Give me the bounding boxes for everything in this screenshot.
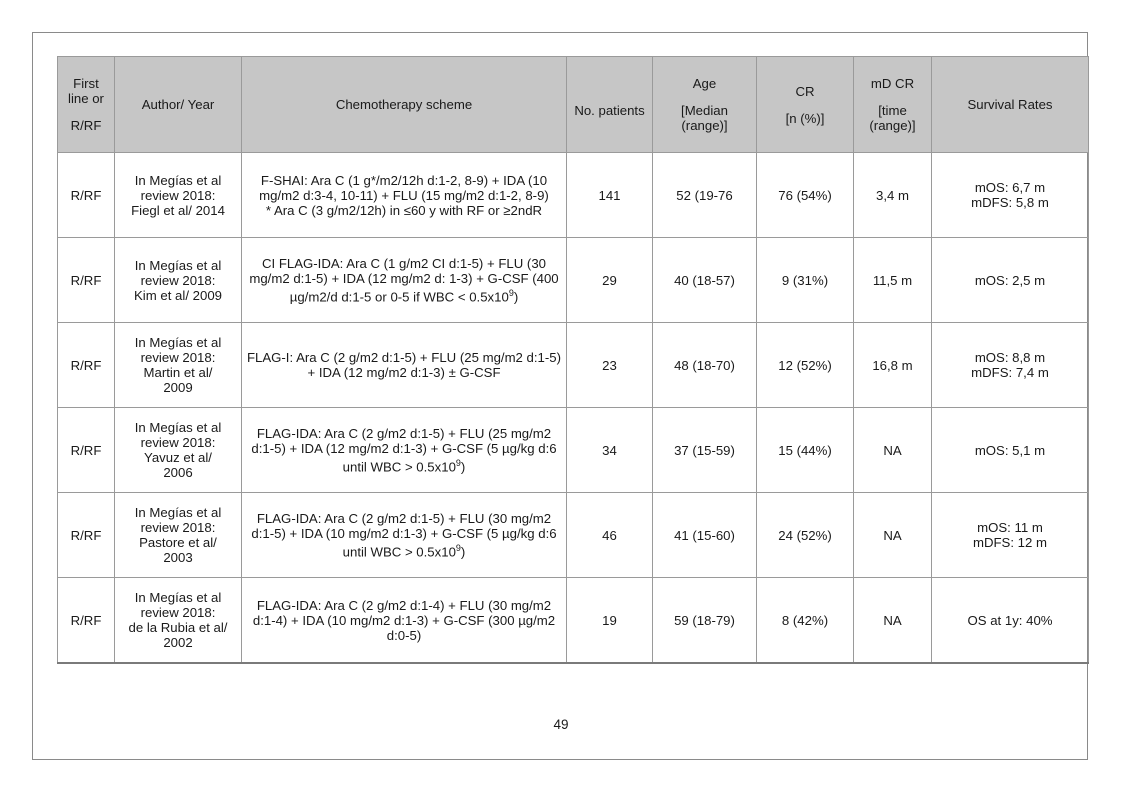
cell-patients: 46 <box>567 493 653 578</box>
cell-cr: 9 (31%) <box>757 238 854 323</box>
cell-md-cr: 16,8 m <box>854 323 932 408</box>
cell-age: 52 (19-76 <box>653 153 757 238</box>
table-row <box>58 323 1089 408</box>
table-header-row <box>58 57 1089 153</box>
table-row <box>58 153 1089 238</box>
cell-age: 41 (15-60) <box>653 493 757 578</box>
chemotherapy-regimens-table <box>57 56 1089 664</box>
cell-cr: 76 (54%) <box>757 153 854 238</box>
cell-scheme: FLAG-IDA: Ara C (2 g/m2 d:1-5) + FLU (30 mg/m2 d:1-5) + IDA (10 mg/m2 d:1-3) + G-CSF (5 µg/kg d:6 until WBC > $0.5x10^9$) <box>242 493 567 578</box>
table-row <box>58 238 1089 323</box>
cell-patients: 141 <box>567 153 653 238</box>
cell-patients: 29 <box>567 238 653 323</box>
cell-cr: 15 (44%) <box>757 408 854 493</box>
cell-author: In Megías et al review 2018: Yavuz et al/ 2006 <box>115 408 242 493</box>
cell-line: R/RF <box>58 578 115 664</box>
cell-line: R/RF <box>58 323 115 408</box>
cell-author: In Megías et al review 2018: de la Rubia et al/ 2002 <box>115 578 242 664</box>
cell-scheme: CI FLAG-IDA: Ara C (1 g/m2 CI d:1-5) + FLU (30 mg/m2 d:1-5) + IDA (12 mg/m2 d: 1-3) + G-CSF (400 µg/m2/d d:1-5 or 0-5 if WBC < $0.5x10^9$) <box>242 238 567 323</box>
cell-line: R/RF <box>58 408 115 493</box>
exponent: 9 <box>455 542 461 553</box>
page-number: 49 <box>553 717 569 732</box>
header-patients: No. patients <box>567 57 653 153</box>
table-row <box>58 493 1089 578</box>
cell-patients: 23 <box>567 323 653 408</box>
cell-survival: mOS: 8,8 m mDFS: 7,4 m <box>932 323 1089 408</box>
cell-cr: 12 (52%) <box>757 323 854 408</box>
cell-age: 48 (18-70) <box>653 323 757 408</box>
cell-patients: 19 <box>567 578 653 664</box>
header-age: Age [Median (range)] <box>653 57 757 153</box>
header-md-cr: mD CR [time (range)] <box>854 57 932 153</box>
exponent: 9 <box>508 287 514 298</box>
cell-scheme: FLAG-IDA: Ara C (2 g/m2 d:1-5) + FLU (25 mg/m2 d:1-5) + IDA (12 mg/m2 d:1-3) + G-CSF (5 µg/kg d:6 until WBC > $0.5x10^9$) <box>242 408 567 493</box>
cell-patients: 34 <box>567 408 653 493</box>
cell-scheme: FLAG-IDA: Ara C (2 g/m2 d:1-4) + FLU (30 mg/m2 d:1-4) + IDA (10 mg/m2 d:1-3) + G-CSF (300 µg/m2 d:0-5) <box>242 578 567 664</box>
cell-survival: mOS: 2,5 m <box>932 238 1089 323</box>
cell-cr: 8 (42%) <box>757 578 854 664</box>
cell-survival: OS at 1y: 40% <box>932 578 1089 664</box>
header-survival: Survival Rates <box>932 57 1089 153</box>
cell-author: In Megías et al review 2018: Fiegl et al/ 2014 <box>115 153 242 238</box>
cell-md-cr: 3,4 m <box>854 153 932 238</box>
cell-survival: mOS: 11 m mDFS: 12 m <box>932 493 1089 578</box>
cell-scheme: F-SHAI: Ara C (1 g*/m2/12h d:1-2, 8-9) + IDA (10 mg/m2 d:3-4, 10-11) + FLU (15 mg/m2 d:1-2, 8-9) * Ara C (3 g/m2/12h) in ≤60 y with RF or ≥2ndR <box>242 153 567 238</box>
cell-line: R/RF <box>58 238 115 323</box>
cell-md-cr: 11,5 m <box>854 238 932 323</box>
cell-age: 40 (18-57) <box>653 238 757 323</box>
exponent: 9 <box>455 457 461 468</box>
cell-line: R/RF <box>58 493 115 578</box>
header-author: Author/ Year <box>115 57 242 153</box>
cell-line: R/RF <box>58 153 115 238</box>
cell-age: 59 (18-79) <box>653 578 757 664</box>
header-cr: CR [n (%)] <box>757 57 854 153</box>
cell-author: In Megías et al review 2018: Pastore et al/ 2003 <box>115 493 242 578</box>
header-line: First line or R/RF <box>58 57 115 153</box>
cell-survival: mOS: 5,1 m <box>932 408 1089 493</box>
cell-age: 37 (15-59) <box>653 408 757 493</box>
table-row <box>58 578 1089 664</box>
table-row <box>58 408 1089 493</box>
cell-author: In Megías et al review 2018: Kim et al/ 2009 <box>115 238 242 323</box>
cell-cr: 24 (52%) <box>757 493 854 578</box>
cell-md-cr: NA <box>854 578 932 664</box>
header-scheme: Chemotherapy scheme <box>242 57 567 153</box>
cell-author: In Megías et al review 2018: Martin et al/ 2009 <box>115 323 242 408</box>
cell-survival: mOS: 6,7 m mDFS: 5,8 m <box>932 153 1089 238</box>
cell-md-cr: NA <box>854 493 932 578</box>
cell-md-cr: NA <box>854 408 932 493</box>
cell-scheme: FLAG-I: Ara C (2 g/m2 d:1-5) + FLU (25 mg/m2 d:1-5) + IDA (12 mg/m2 d:1-3) ± G-CSF <box>242 323 567 408</box>
